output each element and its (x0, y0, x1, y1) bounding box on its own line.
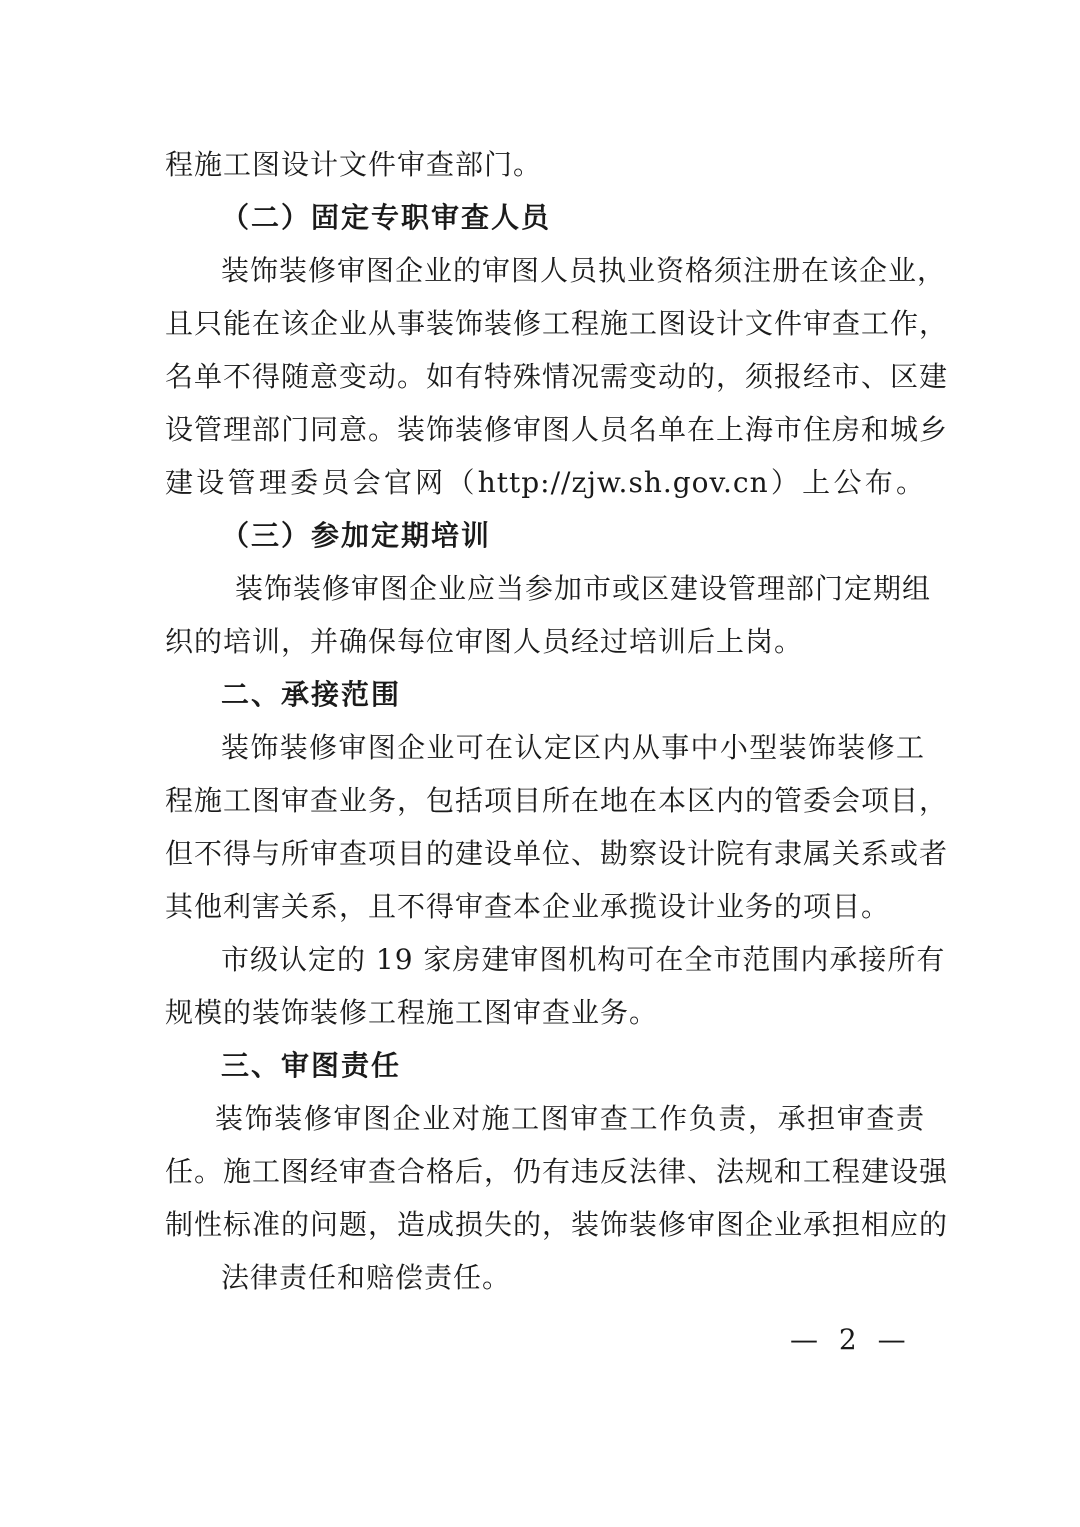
paragraph-line: 规模的装饰装修工程施工图审查业务。 (165, 996, 659, 1029)
paragraph-line: 任。施工图经审查合格后，仍有违反法律、法规和工程建设强 (165, 1155, 949, 1188)
paragraph-line: 但不得与所审查项目的建设单位、勘察设计院有隶属关系或者 (165, 837, 949, 870)
section-heading: 三、审图责任 (221, 1049, 402, 1082)
paragraph-line: 装饰装修审图企业可在认定区内从事中小型装饰装修工 (221, 731, 925, 764)
paragraph-line: 装饰装修审图企业应当参加市或区建设管理部门定期组 (235, 572, 932, 605)
paragraph-line: 设管理部门同意。装饰装修审图人员名单在上海市住房和城乡 (165, 413, 949, 446)
page-number: — 2 — (790, 1323, 912, 1356)
section-heading: （三）参加定期培训 (221, 519, 492, 552)
paragraph-line: 装饰装修审图企业对施工图审查工作负责，承担审查责 (215, 1102, 925, 1135)
paragraph-line: 建设管理委员会官网（http://zjw.sh.gov.cn）上公布。 (165, 466, 925, 499)
paragraph-line: 且只能在该企业从事装饰装修工程施工图设计文件审查工作， (165, 307, 949, 340)
paragraph-line: 市级认定的 19 家房建审图机构可在全市范围内承接所有 (221, 943, 946, 976)
paragraph-line: 制性标准的问题，造成损失的，装饰装修审图企业承担相应的 (165, 1208, 949, 1241)
paragraph-line: 织的培训，并确保每位审图人员经过培训后上岗。 (165, 625, 804, 658)
paragraph-line: 装饰装修审图企业的审图人员执业资格须注册在该企业， (221, 254, 947, 287)
paragraph-line: 其他利害关系，且不得审查本企业承揽设计业务的项目。 (165, 890, 891, 923)
section-heading: 二、承接范围 (221, 678, 402, 711)
paragraph-line: 法律责任和赔偿责任。 (221, 1261, 512, 1294)
paragraph-line: 程施工图设计文件审查部门。 (165, 148, 543, 181)
section-heading: （二）固定专职审查人员 (221, 201, 552, 234)
paragraph-line: 名单不得随意变动。如有特殊情况需变动的，须报经市、区建 (165, 360, 949, 393)
paragraph-line: 程施工图审查业务，包括项目所在地在本区内的管委会项目， (165, 784, 949, 817)
